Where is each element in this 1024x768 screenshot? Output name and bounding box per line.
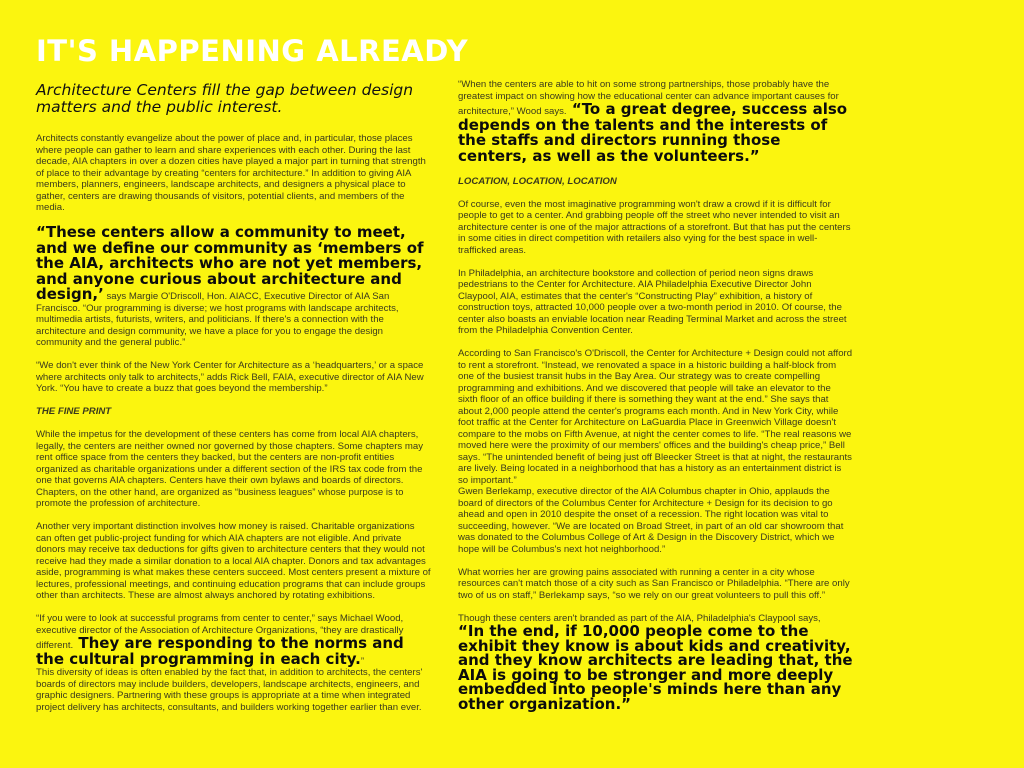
subtitle: Architecture Centers fill the gap between design matters and the public interest. [36,81,414,116]
paragraph: Though these centers aren't branded as part of the AIA, Philadelphia's Claypool says, [458,612,821,624]
left-column [36,82,431,725]
paragraph-text: ” [360,655,365,667]
paragraph [36,225,431,349]
paragraph: According to San Francisco's O'Driscoll, the Center for Architecture + Design could not afford to rent a storefront. “Instead, we renovated a space in a historic building a half-block from one of the busiest transit hubs in the Bay Area. Our strategy was to create compelling programming and exhibitions. And we discovered that people will take an elevator to the sixth floor of an office building if there is something they want at the end.” She says that about 2,000 people attend the center's programs each month. And in New York City, while foot traffic at the Center for Architecture on LaGuardia Place in Greenwich Village doesn't compare to the mobs on Fifth Avenue, at night the center comes to life. “The real reasons we moved here were the proximity of our members' offices and the building's cheap price,” Bell says. “The unintended benefit of being just off Bleecker Street is that at night, the restaurants are lively. Being located in a neighborhood that has a history as an entertainment district is so important.” [458,348,853,486]
paragraph: What worries her are growing pains associated with running a center in a city whose resources can't match those of a city such as San Francisco or Philadelphia. “There are only two of us on staff,” Berlekamp says, “so we rely on our great volunteers to pull this off.” [458,566,850,601]
pull-quote: “In the end, if 10,000 people come to the exhibit they know is about kids and creativity, and they know architects are leading that, the AIA is going to be stronger and more deeply embedded into people's minds here than any other organization.” [458,622,853,713]
page-title: IT'S HAPPENING ALREADY [36,34,469,68]
paragraph: Architects constantly evangelize about the power of place and, in particular, those places where people can gather to learn and share experiences with each other. During the last decade, AIA chapters in over a dozen cities have played a major part in turning that strength of place to their advantage by creating “centers for architecture.” In addition to giving AIA members, planners, engineers, landscape architects, and designers a physical place to gather, centers are drawing thousands of visitors, potential clients, and members of the media. [36,133,426,213]
section-heading: LOCATION, LOCATION, LOCATION [458,175,617,187]
paragraph: Of course, even the most imaginative programming won't draw a crowd if it is difficult for people to get to a center. And grabbing people off the street who never intended to visit an architecture center is one of the major attractions of a storefront. But that has put the centers in some cities in direct competition with retailers also vying for the best space in well-trafficked areas. [458,198,851,256]
paragraph: In Philadelphia, an architecture bookstore and collection of period neon signs draws pedestrians to the Center for Architecture. AIA Philadelphia Executive Director John Claypool, AIA, estimates that the center's “Constructing Play” exhibition, a history of construction toys, attracted 10,000 people over a two-month period in 2010. Of course, the center also boasts an enviable location near Reading Terminal Market and across the street from the Philadelphia Convention Center. [458,267,847,336]
paragraph: “We don't ever think of the New York Center for Architecture as a ‘headquarters,’ or a space where architects only talk to architects,” adds Rick Bell, FAIA, executive director of AIA New York. “You have to create a buzz that goes beyond the membership.” [36,360,424,394]
pull-quote: “To a great degree, success also depends on the talents and the interests of the staffs and directors running those centers, as well as the volunteers.” [458,100,848,165]
section-heading: THE FINE PRINT [36,406,112,417]
paragraph: This diversity of ideas is often enabled by the fact that, in addition to architects, the centers' boards of directors may include builders, developers, landscape architects, engineers, and graphic designers. Partnering with these groups is appropriate at a time when integrated project delivery has architects, consultants, and builders working together earlier than ever. [36,667,423,713]
paragraph [458,79,853,164]
paragraph: While the impetus for the development of these centers has come from local AIA chapters, legally, the centers are neither owned nor governed by those chapters. Some chapters may rent office space from the centers they backed, but the centers are non-profit entities organized as charitable organizations under a different section of the IRS tax code from the one that governs AIA chapters. Centers have their own bylaws and boards of directors. Chapters, on the other hand, are organized as “business leagues” whose purpose is to promote the profession of architecture. [36,429,423,509]
paragraph-text: “If you were to look at successful programs from center to center,” says Michael Wood, executive director of the Association of Architecture Organizations, “they are drastically different. [36,613,404,651]
pull-quote: They are responding to the norms and the cultural programming in each city. [36,634,404,668]
right-column [458,79,853,711]
pull-quote: “These centers allow a community to meet, and we define our community as ‘members of the AIA, architects who are not yet members, and anyone curious about architecture and design,’ [36,223,424,303]
paragraph-text: says Margie O'Driscoll, Hon. AIACC, Executive Director of AIA San Francisco. “Our programming is diverse; we host programs with landscape architects, multimedia artists, futurists, writers, and politicians. If there's a connection with the architecture and design community, we have a place for you to engage the design community and the general public.” [36,291,399,348]
paragraph-text: “When the centers are able to hit on some strong partnerships, those probably have the greatest impact on showing how the educational center can advance important causes for architecture,” Wood says. [458,79,839,117]
paragraph [36,613,431,667]
paragraph: Another very important distinction involves how money is raised. Charitable organizations can often get public-project funding for which AIA chapters are not eligible. And private donors may receive tax deductions for gifts given to architecture centers that they would not receive had they made a similar donation to a local AIA chapter. Donors and tax advantages aside, programming is what makes these centers succeed. Most centers present a mixture of lectures, professional meetings, and continuing education programs that can include groups other than architects. These are almost always anchored by rotating exhibitions. [36,521,431,601]
paragraph: Gwen Berlekamp, executive director of the AIA Columbus chapter in Ohio, applauds the board of directors of the Columbus Center for Architecture + Design for its decision to go ahead and open in 2010 despite the onset of a recession. The right location was vital to succeeding, however. “We are located on Broad Street, in part of an old car showroom that was donated to the Columbus College of Art & Design in the Discovery District, which we hope will be Columbus's next hot neighborhood.” [458,486,844,555]
